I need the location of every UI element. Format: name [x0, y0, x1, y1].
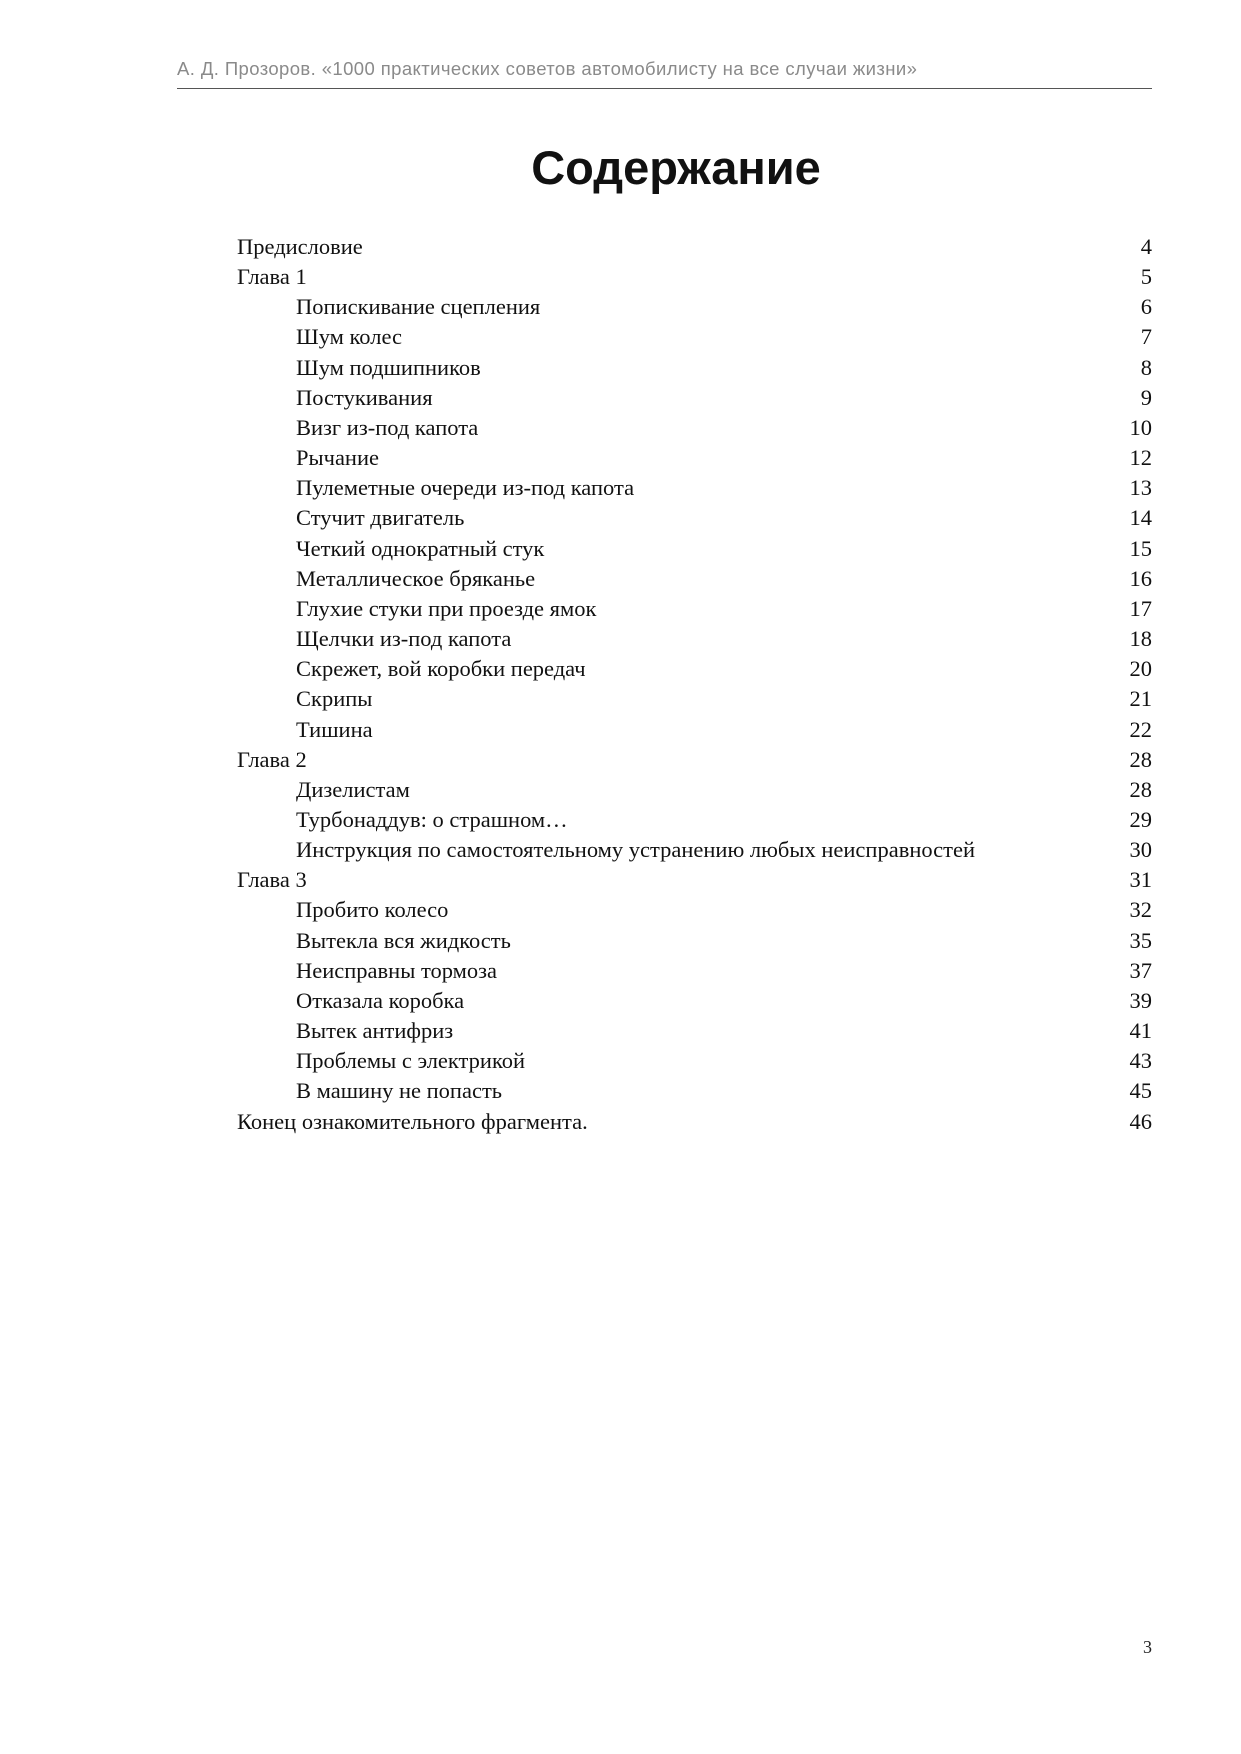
toc-entry-title: Визг из-под капота [296, 414, 479, 440]
toc-entry-page: 6 [1140, 294, 1152, 320]
toc-entry-title: Глухие стуки при проезде ямок [296, 595, 597, 621]
page-number: 3 [1143, 1637, 1152, 1657]
toc-entry-page: 20 [1129, 656, 1152, 682]
toc-entry-title: Рычание [296, 445, 380, 471]
toc-entry[interactable] [237, 1076, 1152, 1106]
toc-entry[interactable] [237, 594, 1152, 624]
toc-entry-title: Щелчки из-под капота [296, 626, 512, 652]
toc-entry[interactable] [237, 805, 1152, 835]
toc-entry-title: Шум подшипников [296, 354, 481, 380]
toc-entry[interactable] [237, 775, 1152, 805]
toc-entry-title: Постукивания [296, 384, 433, 410]
toc-entry[interactable] [237, 473, 1152, 503]
toc-entry-title: Глава 2 [237, 746, 307, 772]
toc-entry-page: 41 [1129, 1018, 1152, 1044]
toc-entry-page: 29 [1129, 806, 1152, 832]
toc-entry-title: Пулеметные очереди из-под капота [296, 475, 635, 501]
toc-entry[interactable] [237, 926, 1152, 956]
toc-entry-title: Тишина [296, 716, 373, 742]
toc-entry-title: Дизелистам [296, 776, 410, 802]
toc-entry-page: 14 [1129, 505, 1152, 531]
toc-entry-title: Вытек антифриз [296, 1018, 454, 1044]
toc-entry-page: 13 [1129, 475, 1152, 501]
toc-entry-page: 8 [1140, 354, 1152, 380]
toc-entry-title: Скрипы [296, 686, 373, 712]
running-header: А. Д. Прозоров. «1000 практических советов автомобилисту на все случаи жизни» [177, 58, 918, 79]
toc-entry-page: 35 [1129, 927, 1152, 953]
toc-entry[interactable] [237, 654, 1152, 684]
toc-entry-title: Шум колес [296, 324, 403, 350]
toc-entry[interactable] [237, 986, 1152, 1016]
toc-entry[interactable] [237, 684, 1152, 714]
toc-entry-title: Конец ознакомительного фрагмента. [237, 1108, 588, 1134]
toc-entry[interactable] [237, 353, 1152, 383]
toc-entry-title: Пробито колесо [296, 897, 449, 923]
toc-entry-page: 39 [1129, 987, 1152, 1013]
toc-entry-page: 12 [1129, 445, 1152, 471]
toc-entry-page: 37 [1129, 957, 1152, 983]
toc-entry-page: 5 [1140, 264, 1152, 290]
toc-entry[interactable] [237, 534, 1152, 564]
toc-entry-page: 31 [1129, 867, 1152, 893]
toc-entry-title: Проблемы с электрикой [296, 1048, 526, 1074]
toc-entry[interactable] [237, 322, 1152, 352]
toc-entry[interactable] [237, 865, 1152, 895]
toc-entry-page: 28 [1129, 746, 1152, 772]
toc-entry[interactable] [237, 292, 1152, 322]
toc-entry-page: 30 [1129, 837, 1152, 863]
table-of-contents [237, 232, 1152, 1137]
toc-entry-title: Отказала коробка [296, 987, 465, 1013]
toc-entry-title: Глава 3 [237, 867, 307, 893]
page-title: Содержание [531, 141, 821, 194]
toc-entry-page: 21 [1129, 686, 1152, 712]
toc-entry[interactable] [237, 564, 1152, 594]
toc-entry-page: 4 [1140, 234, 1152, 259]
toc-entry[interactable] [237, 895, 1152, 925]
toc-entry-title: Инструкция по самостоятельному устранению любых неисправностей [296, 837, 976, 863]
toc-entry[interactable] [237, 624, 1152, 654]
toc-entry-title: Четкий однократный стук [296, 535, 545, 561]
toc-entry-title: Вытекла вся жидкость [296, 927, 511, 953]
toc-entry-page: 18 [1129, 626, 1152, 652]
toc-entry-page: 15 [1129, 535, 1152, 561]
toc-entry-title: Металлическое бряканье [296, 565, 536, 591]
toc-entry[interactable] [237, 383, 1152, 413]
toc-entry-title: Стучит двигатель [296, 505, 465, 531]
toc-entry-title: В машину не попасть [296, 1078, 503, 1104]
header-divider [177, 88, 1152, 89]
toc-entry-title: Попискивание сцепления [296, 294, 541, 320]
toc-entry[interactable] [237, 443, 1152, 473]
toc-entry-page: 45 [1129, 1078, 1152, 1104]
toc-entry-page: 17 [1129, 595, 1152, 621]
toc-entry[interactable] [237, 1107, 1152, 1137]
toc-entry-page: 46 [1129, 1108, 1152, 1134]
toc-entry[interactable] [237, 413, 1152, 443]
toc-entry-page: 22 [1129, 716, 1152, 742]
toc-entry[interactable] [237, 745, 1152, 775]
toc-entry-page: 43 [1129, 1048, 1152, 1074]
toc-entry[interactable] [237, 956, 1152, 986]
toc-entry-title: Скрежет, вой коробки передач [296, 656, 586, 682]
toc-entry[interactable] [237, 835, 1152, 865]
toc-entry-title: Турбонаддув: о страшном… [296, 806, 568, 832]
toc-entry-title: Неисправны тормоза [296, 957, 498, 983]
toc-entry-page: 28 [1129, 776, 1152, 802]
toc-entry[interactable] [237, 232, 1152, 262]
toc-entry[interactable] [237, 715, 1152, 745]
toc-entry-page: 32 [1129, 897, 1152, 923]
toc-entry-page: 9 [1140, 384, 1152, 410]
toc-entry-page: 10 [1129, 414, 1152, 440]
toc-entry-title: Предисловие [237, 234, 363, 259]
toc-entry-page: 16 [1129, 565, 1152, 591]
toc-entry-page: 7 [1140, 324, 1152, 350]
toc-entry[interactable] [237, 1016, 1152, 1046]
toc-entry[interactable] [237, 262, 1152, 292]
toc-entry-title: Глава 1 [237, 264, 307, 290]
toc-entry[interactable] [237, 503, 1152, 533]
toc-entry[interactable] [237, 1046, 1152, 1076]
